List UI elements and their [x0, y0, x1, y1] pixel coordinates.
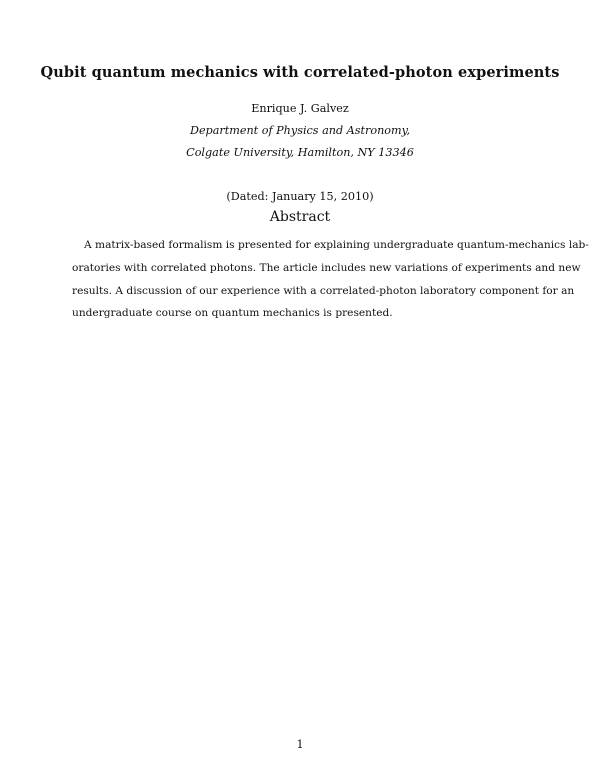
abstract-body: [72, 234, 589, 325]
abstract-line: oratories with correlated photons. The article includes new variations of experiments and new: [72, 261, 581, 274]
affiliation-department: Department of Physics and Astronomy,: [189, 124, 411, 137]
date-line: (Dated: January 15, 2010): [226, 190, 374, 203]
affiliation-institution: Colgate University, Hamilton, NY 13346: [186, 146, 414, 159]
page-number: 1: [296, 738, 304, 751]
abstract-heading: Abstract: [269, 209, 331, 225]
abstract-line: undergraduate course on quantum mechanics is presented.: [72, 307, 393, 320]
abstract-line: results. A discussion of our experience with a correlated-photon laboratory component for an: [72, 284, 575, 297]
abstract-line: A matrix-based formalism is presented for explaining undergraduate quantum-mechanics lab-: [84, 239, 589, 251]
author-name: Enrique J. Galvez: [251, 102, 349, 115]
paper-title: Qubit quantum mechanics with correlated-photon experiments: [40, 64, 560, 81]
